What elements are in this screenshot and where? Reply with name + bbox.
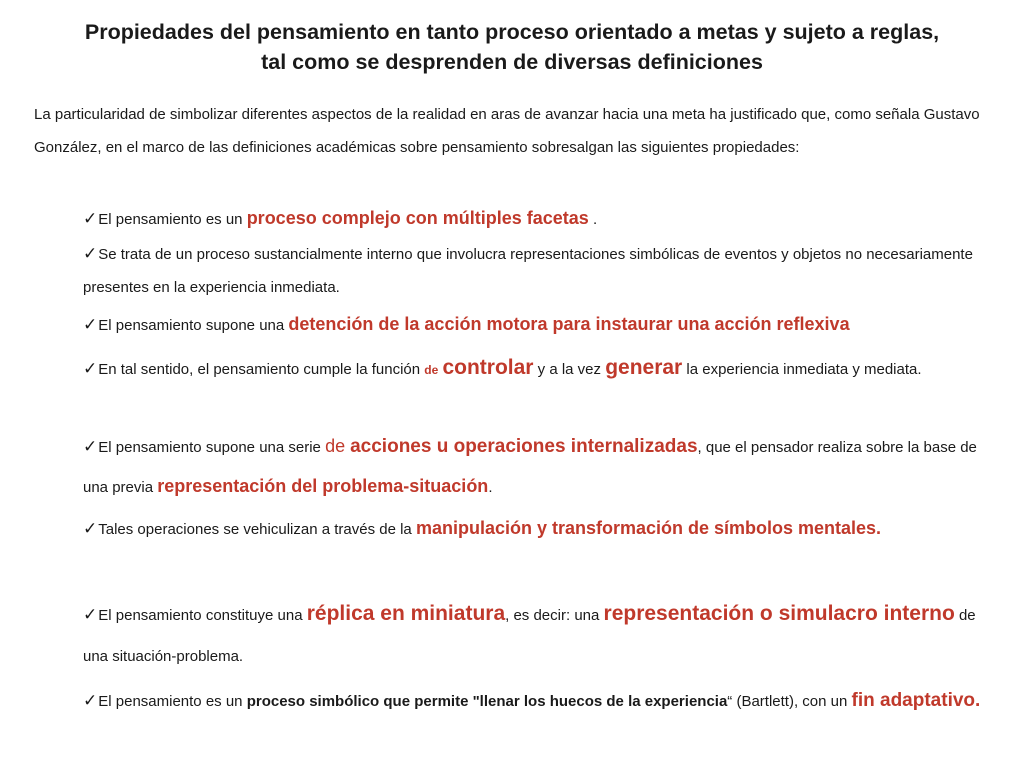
- checkmark-icon: ✓: [83, 691, 98, 710]
- list-item: ✓Se trata de un proceso sustancialmente interno que involucra representaciones simbólicas de eventos y objetos no necesariamente presentes en la experiencia inmediata.: [83, 244, 973, 296]
- highlight: réplica en miniatura: [306, 602, 506, 625]
- highlight: detención de la acción motora para instaurar una acción reflexiva: [288, 314, 850, 334]
- highlight: fin adaptativo.: [851, 690, 981, 711]
- title-line-2: tal como se desprenden de diversas definiciones: [261, 50, 763, 74]
- highlight: generar: [605, 356, 683, 379]
- highlight: controlar: [442, 356, 534, 379]
- highlight: proceso complejo con múltiples facetas: [246, 208, 589, 228]
- highlight: manipulación y transformación de símbolos mentales.: [415, 518, 882, 538]
- highlight: acciones u operaciones internalizadas: [350, 436, 698, 457]
- intro-paragraph: La particularidad de simbolizar diferentes aspectos de la realidad en aras de avanzar hacia una meta ha justificado que, como señala Gustavo González, en el marco de las definiciones académicas sobre pensamiento sobresalgan las siguientes propiedades:: [34, 106, 980, 156]
- list-item: ✓El pensamiento constituye una réplica en miniatura, es decir: una representación o simulacro interno de una situación-problema.: [83, 602, 976, 665]
- checkmark-icon: ✓: [83, 605, 98, 624]
- checkmark-icon: ✓: [83, 519, 98, 538]
- list-item: ✓El pensamiento es un proceso complejo con múltiples facetas .: [83, 208, 598, 228]
- checkmark-icon: ✓: [83, 244, 98, 263]
- highlight: de: [325, 436, 351, 456]
- checkmark-icon: ✓: [83, 359, 98, 378]
- checkmark-icon: ✓: [83, 209, 98, 228]
- list-item: ✓El pensamiento supone una serie de acciones u operaciones internalizadas, que el pensador realiza sobre la base de una previa representación del problema-situación.: [83, 436, 977, 496]
- list-item: ✓El pensamiento supone una detención de la acción motora para instaurar una acción reflexiva: [83, 314, 850, 334]
- bold-phrase: proceso simbólico que permite "llenar los huecos de la experiencia: [246, 693, 728, 710]
- list-item: ✓Tales operaciones se vehiculizan a través de la manipulación y transformación de símbolos mentales.: [83, 518, 882, 538]
- list-item: ✓En tal sentido, el pensamiento cumple la función de controlar y a la vez generar la experiencia inmediata y mediata.: [83, 356, 922, 379]
- title-line-1: Propiedades del pensamiento en tanto proceso orientado a metas y sujeto a reglas,: [84, 20, 940, 44]
- checkmark-icon: ✓: [83, 315, 98, 334]
- highlight: representación del problema-situación: [157, 476, 489, 496]
- highlight: de: [424, 363, 439, 377]
- highlight: representación o simulacro interno: [603, 602, 955, 625]
- checkmark-icon: ✓: [83, 437, 98, 456]
- list-item: ✓El pensamiento es un proceso simbólico que permite "llenar los huecos de la experiencia“ (Bartlett), con un fin adaptativo.: [83, 690, 981, 711]
